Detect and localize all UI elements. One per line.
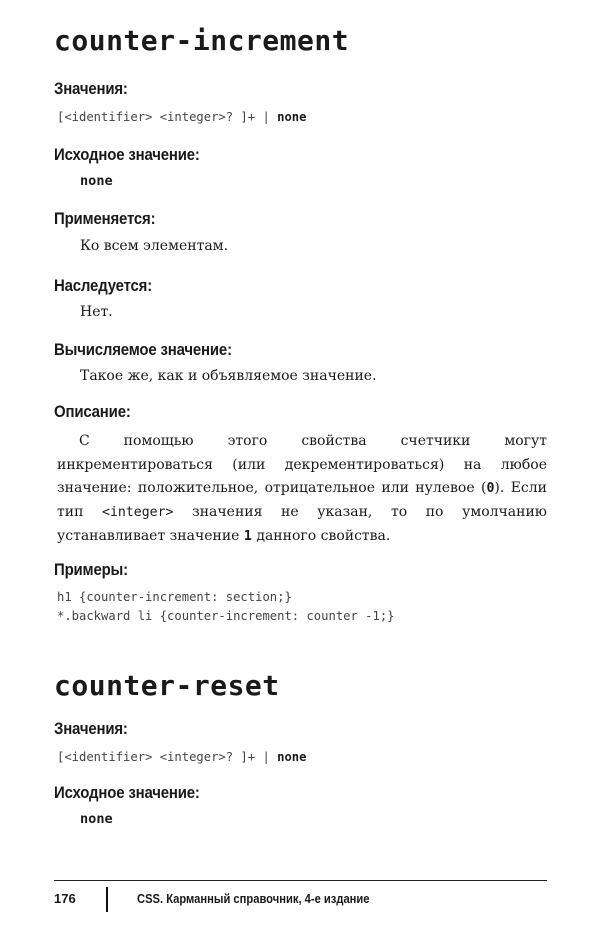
initial-value: none: [80, 173, 113, 189]
description-one: 1: [243, 528, 252, 544]
computed-value: Такое же, как и объявляемое значение.: [80, 368, 377, 384]
description-part1: С помощью этого свойства счетчики могут инкрементироваться (или декрементироваться) на любое значение: положительное, отрицательное или нулевое (: [57, 433, 547, 497]
computed-value-heading: Вычисляемое значение:: [54, 340, 232, 359]
description-heading: Описание:: [54, 402, 131, 421]
values-syntax-text: [<identifier> <integer>? ]+ |: [57, 110, 278, 124]
property-title-counter-increment: counter-increment: [54, 24, 350, 57]
book-title: CSS. Карманный справочник, 4-е издание: [137, 891, 370, 906]
example-line: *.backward li {counter-increment: counter -1;}: [57, 609, 395, 623]
initial-value-heading: Исходное значение:: [54, 145, 200, 164]
applies-to-value: Ко всем элементам.: [80, 238, 229, 254]
values-heading: Значения:: [54, 79, 128, 98]
initial-value: none: [80, 811, 113, 827]
examples-heading: Примеры:: [54, 560, 128, 579]
values-heading: Значения:: [54, 719, 128, 738]
inherited-value: Нет.: [80, 304, 113, 320]
example-line: h1 {counter-increment: section;}: [57, 590, 292, 604]
description-part2: ). Если тип: [57, 480, 547, 521]
footer-rule: [54, 880, 547, 881]
applies-to-heading: Применяется:: [54, 209, 156, 228]
description-part3: значения не указан, то по умолчанию устанавливает значение: [57, 504, 547, 544]
description-paragraph: [57, 430, 547, 549]
values-syntax-text: [<identifier> <integer>? ]+ |: [57, 750, 278, 764]
property-title-counter-reset: counter-reset: [54, 669, 280, 702]
values-syntax: [57, 751, 306, 763]
description-integer-type: <integer>: [102, 505, 174, 521]
values-syntax: [57, 111, 306, 123]
page-number: 176: [54, 891, 76, 906]
inherited-heading: Наследуется:: [54, 276, 153, 295]
values-none: none: [277, 110, 307, 124]
values-none: none: [277, 750, 307, 764]
description-part4: данного свойства.: [251, 527, 391, 544]
footer-separator: [106, 887, 108, 912]
initial-value-heading: Исходное значение:: [54, 783, 200, 802]
description-zero: 0: [486, 481, 495, 497]
